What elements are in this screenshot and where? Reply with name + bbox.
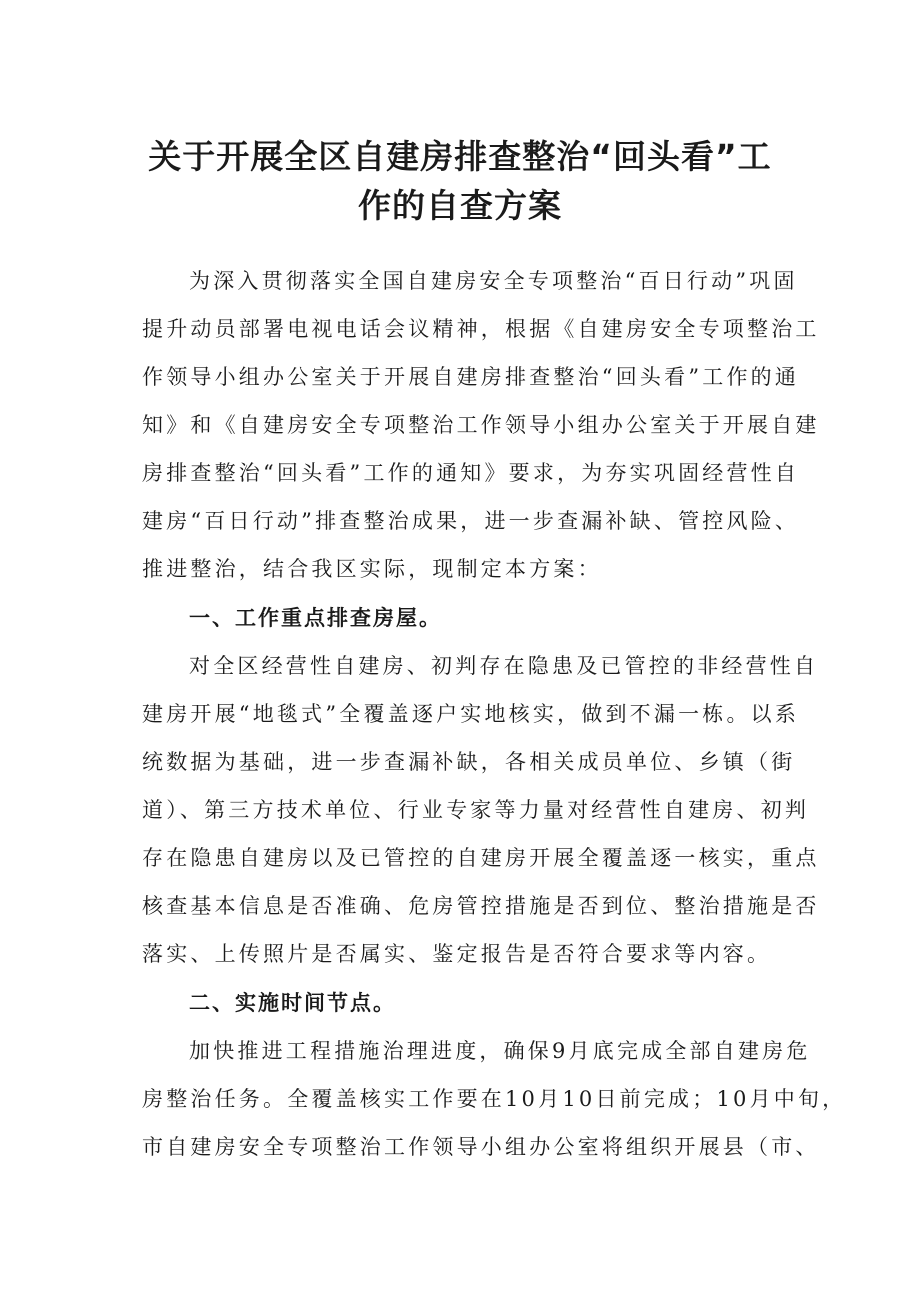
section2-line: 房整治任务。全覆盖核实工作要在10月10日前完成；10月中旬， — [142, 1087, 847, 1111]
section1-line: 核查基本信息是否准确、危房管控措施是否到位、整治措施是否 — [142, 894, 820, 918]
section1-line: 建房开展“地毯式”全覆盖逐户实地核实，做到不漏一栋。以系 — [142, 702, 800, 726]
intro-line: 推进整治，结合我区实际，现制定本方案： — [142, 557, 602, 581]
intro-line: 建房“百日行动”排查整治成果，进一步查漏补缺、管控风险、 — [142, 509, 800, 533]
section2-line: 加快推进工程措施治理进度，确保9月底完成全部自建房危 — [189, 1039, 811, 1063]
section-heading-2: 二、实施时间节点。 — [189, 991, 396, 1015]
intro-line: 提升动员部署电视电话会议精神，根据《自建房安全专项整治工 — [142, 317, 820, 341]
section2-line: 市自建房安全专项整治工作领导小组办公室将组织开展县（市、 — [142, 1135, 820, 1159]
section-heading-1: 一、工作重点排查房屋。 — [189, 606, 442, 630]
document-title-line-2: 作的自查方案 — [358, 186, 562, 225]
document-title-line-1: 关于开展全区自建房排查整治“回头看”工 — [148, 137, 772, 176]
intro-line: 房排查整治“回头看”工作的通知》要求，为夯实巩固经营性自 — [142, 461, 800, 485]
intro-line: 为深入贯彻落实全国自建房安全专项整治“百日行动”巩固 — [189, 269, 798, 293]
intro-line: 作领导小组办公室关于开展自建房排查整治“回头看”工作的通 — [142, 365, 800, 389]
intro-line: 知》和《自建房安全专项整治工作领导小组办公室关于开展自建 — [142, 413, 820, 437]
section1-line: 道）、第三方技术单位、行业专家等力量对经营性自建房、初判 — [142, 798, 810, 822]
section1-line: 存在隐患自建房以及已管控的自建房开展全覆盖逐一核实，重点 — [142, 846, 820, 870]
section1-line: 统数据为基础，进一步查漏补缺，各相关成员单位、乡镇（街 — [142, 750, 796, 774]
section1-line: 落实、上传照片是否属实、鉴定报告是否符合要求等内容。 — [142, 942, 772, 966]
section1-line: 对全区经营性自建房、初判存在隐患及已管控的非经营性自 — [189, 654, 819, 678]
